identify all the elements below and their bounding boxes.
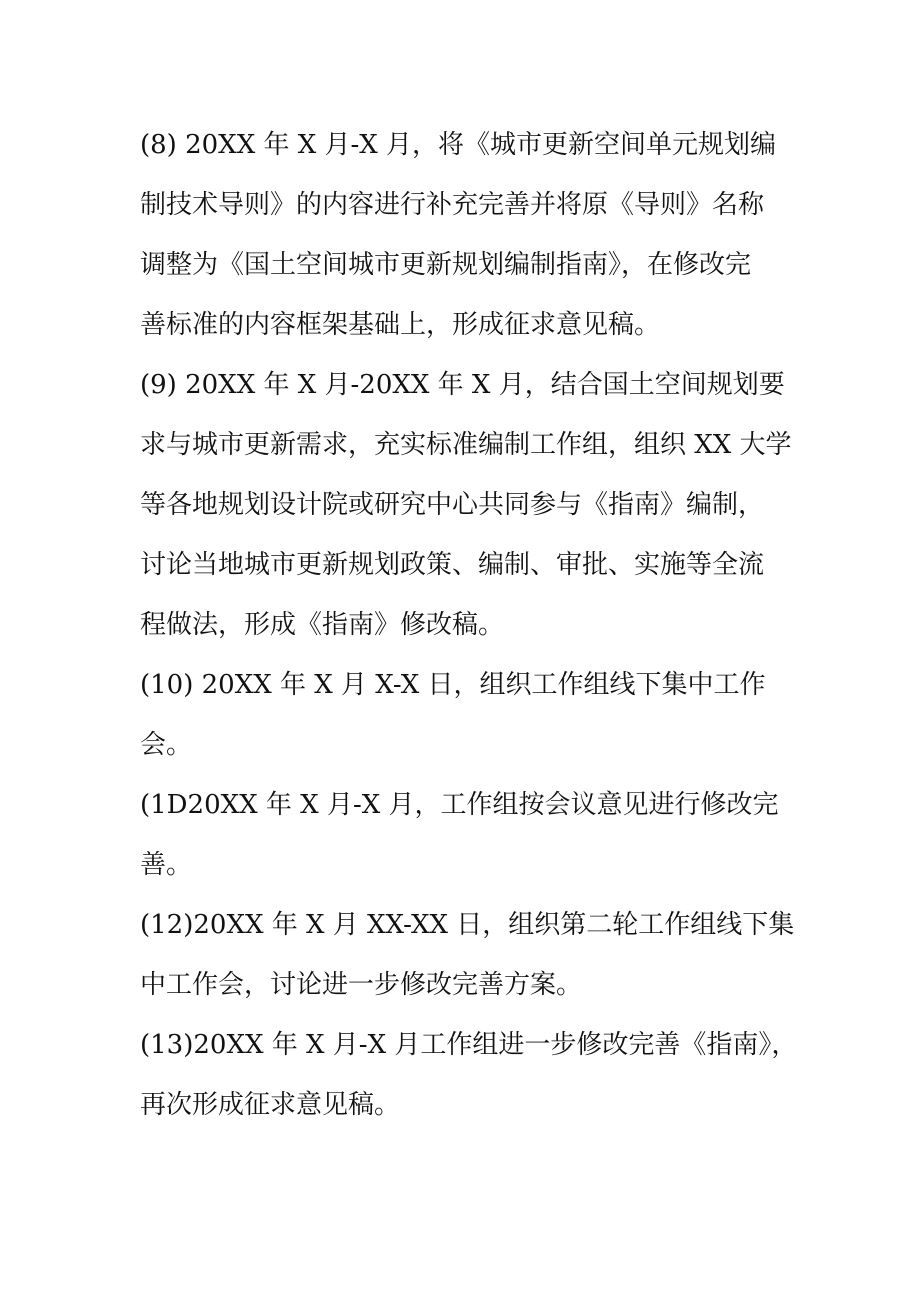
text-line: (10) 20XX 年 X 月 X-X 日，组织工作组线下集中工作: [140, 670, 766, 700]
text-line: 再次形成征求意见稿。: [140, 1090, 401, 1120]
document-body: [140, 115, 800, 1135]
paragraph-item-8: [140, 115, 800, 355]
text-line: 调整为《国土空间城市更新规划编制指南》，在修改完: [140, 250, 752, 280]
text-line: 等各地规划设计院或研究中心共同参与《指南》编制，: [140, 490, 765, 520]
paragraph-item-13: [140, 1015, 800, 1135]
text-line: 善。: [140, 850, 193, 880]
paragraph-item-11: [140, 775, 800, 895]
text-line: 制技术导则》的内容进行补充完善并将原《导则》名称: [140, 190, 765, 220]
text-line: 程做法，形成《指南》修改稿。: [140, 610, 505, 640]
paragraph-item-12: [140, 895, 800, 1015]
text-line: (13)20XX 年 X 月-X 月工作组进一步修改完善《指南》，: [140, 1030, 798, 1060]
paragraph-item-10: [140, 655, 800, 775]
text-line: (1D20XX 年 X 月-X 月，工作组按会议意见进行修改完: [140, 790, 779, 820]
text-line: 善标准的内容框架基础上，形成征求意见稿。: [140, 310, 661, 340]
text-line: (9) 20XX 年 X 月-20XX 年 X 月，结合国土空间规划要: [140, 370, 785, 400]
text-line: (8) 20XX 年 X 月-X 月，将《城市更新空间单元规划编: [140, 130, 777, 160]
text-line: 中工作会，讨论进一步修改完善方案。: [140, 970, 583, 1000]
paragraph-item-9: [140, 355, 800, 655]
text-line: 讨论当地城市更新规划政策、编制、审批、实施等全流: [140, 550, 765, 580]
text-line: 求与城市更新需求，充实标准编制工作组，组织 XX 大学: [140, 430, 792, 460]
text-line: (12)20XX 年 X 月 XX-XX 日，组织第二轮工作组线下集: [140, 910, 795, 940]
text-line: 会。: [140, 730, 193, 760]
